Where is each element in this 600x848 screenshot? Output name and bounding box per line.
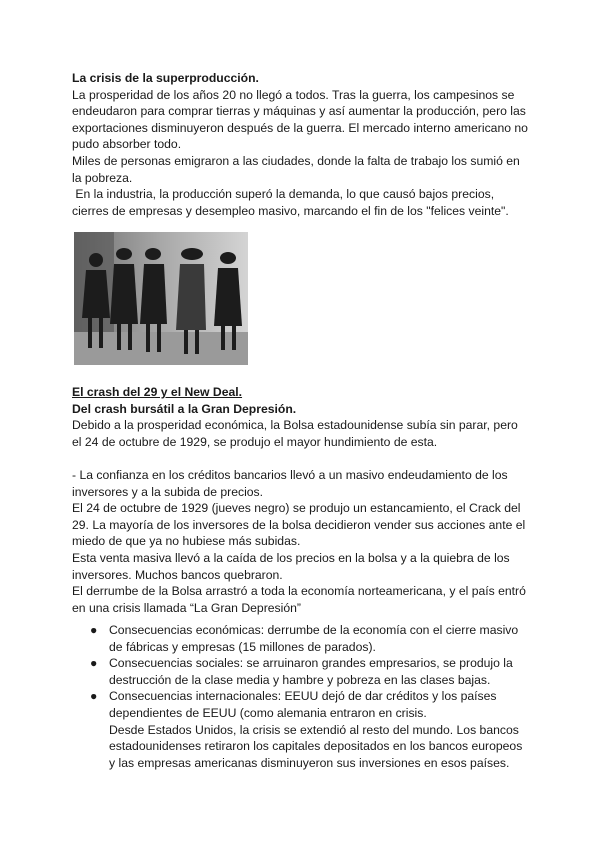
list-item-line: Consecuencias económicas: derrumbe de la economía con el cierre masivo bbox=[109, 623, 519, 637]
paragraph-line: En la industria, la producción superó la demanda, lo que causó bajos precios, bbox=[72, 187, 495, 202]
bullet-icon: ● bbox=[90, 656, 98, 671]
paragraph-line: la pobreza. bbox=[72, 170, 133, 185]
bullet-icon: ● bbox=[90, 689, 98, 704]
list-item-line: Consecuencias internacionales: EEUU dejó de dar créditos y los países bbox=[109, 689, 497, 704]
paragraph-line: en una crisis llamada “La Gran Depresión” bbox=[72, 600, 301, 615]
list-item-line: destrucción de la clase media y hambre y pobreza en las clases bajas. bbox=[109, 672, 491, 687]
list-item-line: y las empresas americanas disminuyeron sus inversiones en esos países. bbox=[109, 755, 510, 770]
list-item-line: Consecuencias sociales: se arruinaron grandes empresarios, se produjo la bbox=[109, 656, 513, 671]
paragraph-line: inversores. Muchos bancos quebraron. bbox=[72, 567, 283, 582]
paragraph-line: pudo absorber todo. bbox=[72, 137, 182, 152]
section-title: La crisis de la superproducción. bbox=[72, 71, 259, 85]
list-item-line: Desde Estados Unidos, la crisis se extendió al resto del mundo. Los bancos bbox=[109, 722, 519, 737]
section-title: El crash del 29 y el New Deal. bbox=[72, 385, 243, 399]
paragraph-line: el 24 de octubre de 1929, se produjo el mayor hundimiento de esta. bbox=[72, 434, 438, 449]
section-crash-29 bbox=[72, 384, 542, 616]
list-item-line: de fábricas y empresas (15 millones de parados). bbox=[109, 639, 376, 654]
list-item bbox=[72, 622, 542, 655]
women-1920s-photo bbox=[74, 232, 248, 365]
paragraph-line: miedo de que ya no hubiese más subidas. bbox=[72, 534, 301, 549]
section-crisis-superproduccion bbox=[72, 70, 542, 219]
paragraph-line: El derrumbe de la Bolsa arrastró a toda la economía norteamericana, y el país entró bbox=[72, 584, 526, 599]
paragraph-line: 29. La mayoría de los inversores de la bolsa decidieron vender sus acciones ante el bbox=[72, 517, 526, 532]
paragraph-line: Debido a la prosperidad económica, la Bolsa estadounidense subía sin parar, pero bbox=[72, 418, 518, 433]
paragraph-line: exportaciones disminuyeron después de la guerra. El mercado interno americano no bbox=[72, 120, 528, 135]
paragraph-line: El 24 de octubre de 1929 (jueves negro) se produjo un estancamiento, el Crack del bbox=[72, 501, 521, 516]
paragraph-line: cierres de empresas y desempleo masivo, marcando el fin de los "felices veinte". bbox=[72, 203, 509, 218]
section-subtitle: Del crash bursátil a la Gran Depresión. bbox=[72, 401, 297, 416]
list-item-line: estadounidenses retiraron los capitales depositados en los bancos europeos bbox=[109, 739, 523, 754]
paragraph-line: inversores y a la subida de precios. bbox=[72, 484, 264, 499]
paragraph-line: Miles de personas emigraron a las ciudades, donde la falta de trabajo los sumió en bbox=[72, 153, 520, 168]
paragraph-line: La prosperidad de los años 20 no llegó a todos. Tras la guerra, los campesinos se bbox=[72, 87, 515, 102]
list-item bbox=[72, 655, 542, 688]
bullet-icon: ● bbox=[90, 623, 98, 637]
list-item-line: dependientes de EEUU (como alemania entraron en crisis. bbox=[109, 705, 427, 720]
consequences-list bbox=[72, 622, 542, 771]
paragraph-line: endeudaron para comprar tierras y máquinas y así aumentar la producción, pero las bbox=[72, 104, 526, 119]
paragraph-line: - La confianza en los créditos bancarios llevó a un masivo endeudamiento de los bbox=[72, 467, 508, 482]
list-item bbox=[72, 688, 542, 771]
paragraph-line: Esta venta masiva llevó a la caída de los precios en la bolsa y a la quiebra de los bbox=[72, 550, 510, 565]
